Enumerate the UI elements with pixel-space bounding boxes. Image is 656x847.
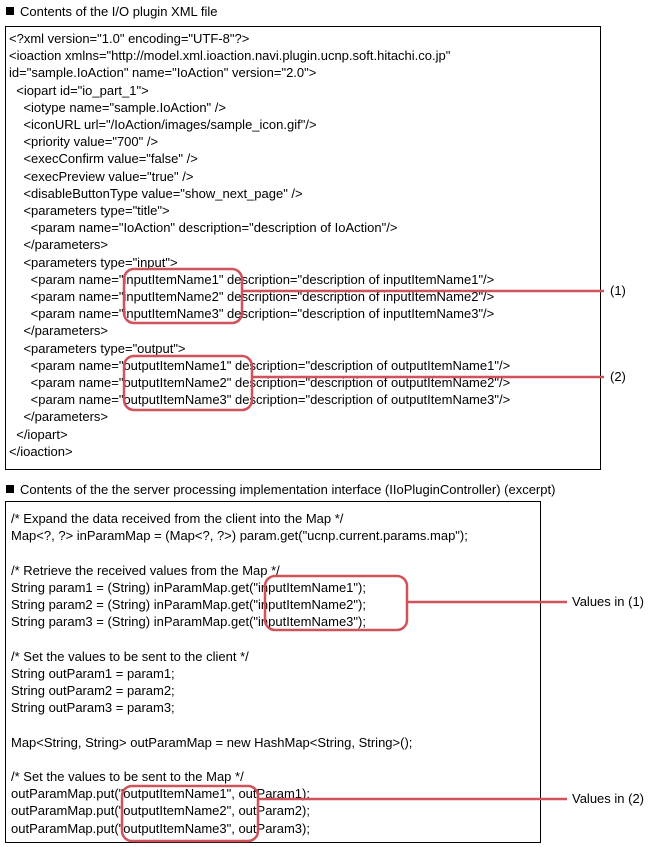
xml-code-box bbox=[5, 26, 601, 470]
section-heading-interface: Contents of the the server processing implementation interface (IIoPluginController) (excerpt) bbox=[6, 482, 555, 498]
code-line: <param name="outputItemName2" description="description of outputItemName2"/> bbox=[9, 375, 511, 390]
code-line: <execPreview value="true" /> bbox=[9, 168, 194, 184]
code-line: <iconURL url="/IoAction/images/sample_icon.gif"/> bbox=[9, 117, 317, 132]
code-line: Map<?, ?> inParamMap = (Map<?, ?>) param.get("ucnp.current.params.map"); bbox=[11, 528, 468, 544]
code-line: id="sample.IoAction" name="IoAction" version="2.0"> bbox=[9, 65, 317, 81]
callout-label-1: (1) bbox=[610, 283, 626, 298]
code-line: String param2 = (String) inParamMap.get("inputItemName2"); bbox=[11, 597, 366, 612]
code-line: <parameters type="output"> bbox=[9, 340, 186, 356]
code-line: String outParam3 = param3; bbox=[11, 700, 175, 716]
code-line: String param1 = (String) inParamMap.get("inputItemName1"); bbox=[11, 579, 366, 595]
code-line: </parameters> bbox=[9, 237, 108, 253]
code-line: <?xml version="1.0" encoding="UTF-8"?> bbox=[9, 31, 250, 46]
code-line: <execConfirm value="false" /> bbox=[9, 151, 198, 167]
code-line: <param name="outputItemName3" description="description of outputItemName3"/> bbox=[9, 392, 511, 408]
bullet-square-icon bbox=[6, 7, 14, 15]
code-line: </parameters> bbox=[9, 323, 108, 339]
callout-values-2: Values in (2) bbox=[572, 791, 645, 806]
code-line: /* Set the values to be sent to the Map */ bbox=[11, 769, 244, 784]
code-line: String outParam1 = param1; bbox=[11, 665, 175, 681]
code-line: /* Set the values to be sent to the client */ bbox=[11, 648, 249, 664]
code-line: </ioaction> bbox=[9, 443, 73, 459]
code-line: <param name="outputItemName1" description="description of outputItemName1"/> bbox=[9, 357, 511, 373]
code-line: <parameters type="input"> bbox=[9, 254, 178, 270]
callout-label-2: (2) bbox=[610, 369, 626, 384]
code-line: outParamMap.put("outputItemName2", outParam2); bbox=[11, 803, 310, 819]
code-line: <priority value="700" /> bbox=[9, 134, 159, 150]
code-line: /* Retrieve the received values from the Map */ bbox=[11, 562, 280, 578]
code-line: <disableButtonType value="show_next_page" /> bbox=[9, 185, 303, 201]
code-line: String param3 = (String) inParamMap.get("inputItemName3"); bbox=[11, 614, 366, 630]
code-line: </iopart> bbox=[9, 426, 68, 442]
code-line: outParamMap.put("outputItemName3", outParam3); bbox=[11, 820, 310, 836]
bullet-square-icon bbox=[6, 485, 14, 493]
code-line: String outParam2 = param2; bbox=[11, 683, 175, 698]
code-line: <param name="inputItemName1" description="description of inputItemName1"/> bbox=[9, 271, 495, 287]
code-line: <iopart id="io_part_1"> bbox=[9, 82, 149, 98]
code-line: <parameters type="title"> bbox=[9, 203, 170, 218]
code-line: </parameters> bbox=[9, 409, 108, 425]
code-line: /* Expand the data received from the client into the Map */ bbox=[11, 511, 344, 526]
java-code-box bbox=[5, 501, 541, 843]
code-line: <param name="inputItemName3" description="description of inputItemName3"/> bbox=[9, 306, 495, 322]
code-line: <param name="inputItemName2" description="description of inputItemName2"/> bbox=[9, 289, 495, 304]
code-line: <ioaction xmlns="http://model.xml.ioaction.navi.plugin.ucnp.soft.hitachi.co.jp" bbox=[9, 48, 451, 64]
code-line: <iotype name="sample.IoAction" /> bbox=[9, 99, 226, 115]
section-heading-xml: Contents of the I/O plugin XML file bbox=[6, 4, 218, 20]
code-line: outParamMap.put("outputItemName1", outParam1); bbox=[11, 786, 310, 802]
callout-values-1: Values in (1) bbox=[572, 594, 645, 609]
code-line: Map<String, String> outParamMap = new HashMap<String, String>(); bbox=[11, 734, 413, 750]
code-line: <param name="IoAction" description="description of IoAction"/> bbox=[9, 220, 398, 236]
